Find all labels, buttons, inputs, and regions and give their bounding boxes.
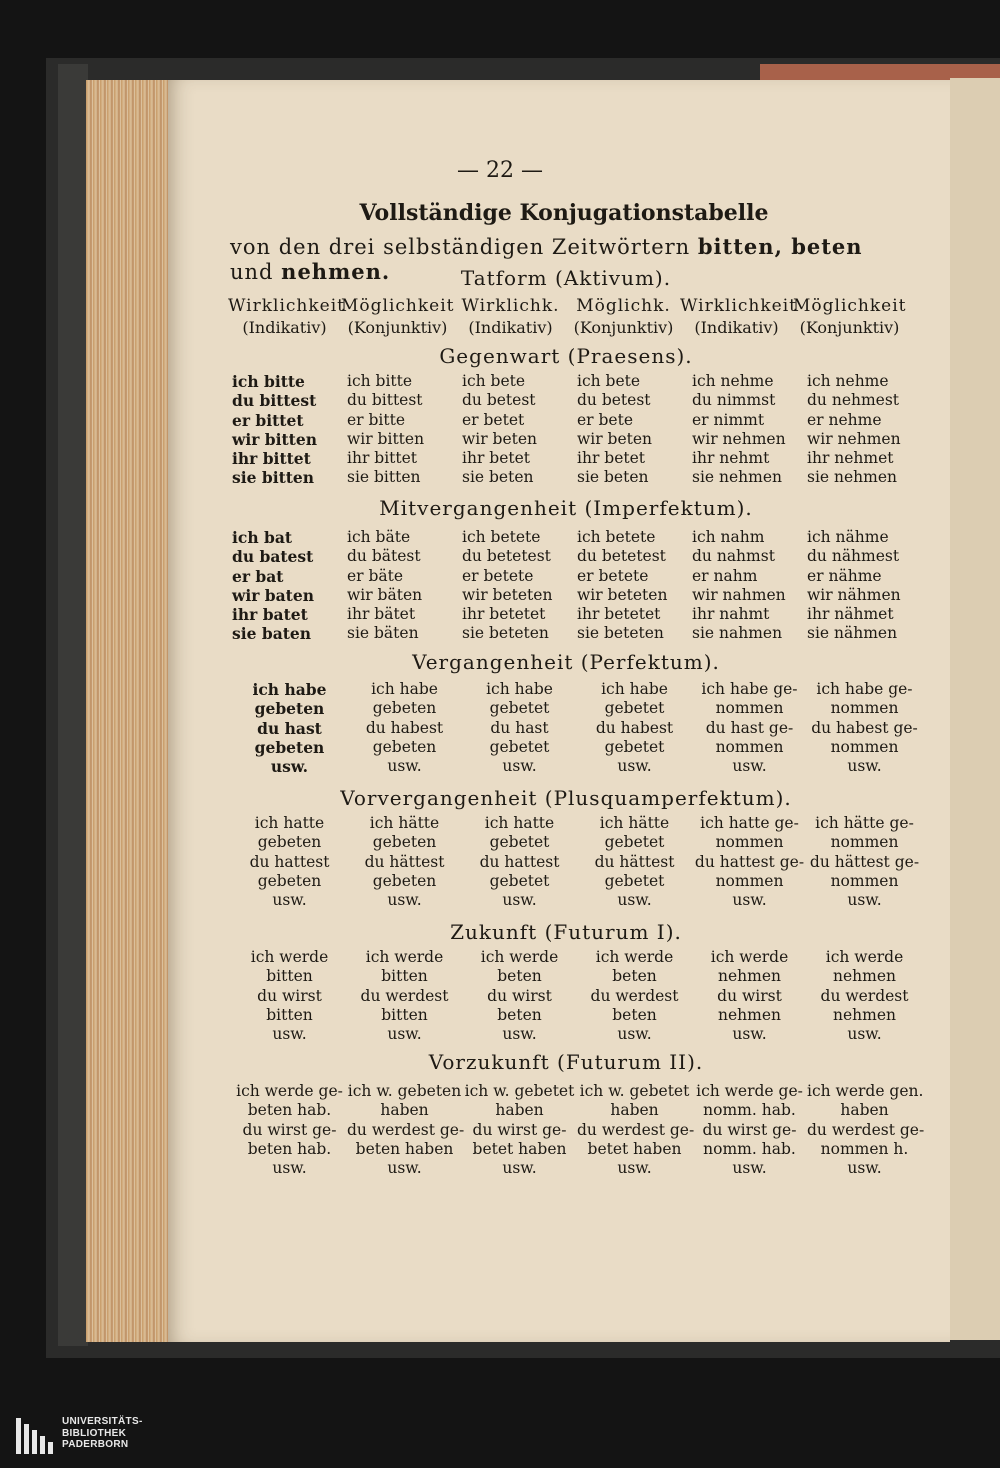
conjugation-form: du hättest <box>364 852 445 871</box>
conjugation-form: gebetet <box>604 699 665 718</box>
mood-subheader: (Konjunktiv) <box>799 318 900 337</box>
conjugation-form: er nehme <box>807 410 882 429</box>
conjugation-form: bitten <box>266 1005 313 1024</box>
conjugation-column <box>232 528 347 644</box>
conjugation-column <box>807 372 922 488</box>
conjugation-form: sie nehmen <box>807 468 898 487</box>
conjugation-form: ich bat <box>232 528 293 547</box>
conjugation-form: haben <box>840 1101 889 1120</box>
conjugation-column <box>807 1082 925 1178</box>
conjugation-form: du bittest <box>232 391 317 411</box>
conjugation-form: ich w. gebetet <box>464 1082 575 1100</box>
conjugation-form: ich werde gen. <box>807 1082 924 1100</box>
conjugation-form: ich w. gebeten <box>347 1082 462 1100</box>
conjugation-form: du nimmst <box>692 391 776 410</box>
conjugation-form: usw. <box>502 1159 537 1178</box>
conjugation-form: ich hätte <box>369 814 440 832</box>
conjugation-form: du werdest <box>590 986 679 1005</box>
conjugation-form: du wirst ge- <box>702 1120 797 1139</box>
conjugation-form: sie beteten <box>577 624 664 643</box>
conjugation-form: ich habe ge- <box>816 680 913 698</box>
conjugation-form: usw. <box>272 1159 307 1178</box>
conjugation-form: du nehmest <box>807 391 900 410</box>
conjugation-form: gebeten <box>254 699 325 719</box>
conjugation-form: du werdest <box>360 986 449 1005</box>
conjugation-form: sie beteten <box>462 624 549 643</box>
section-grid <box>232 680 922 776</box>
conjugation-form: wir beten <box>462 429 538 448</box>
conjugation-form: usw. <box>847 891 882 910</box>
conjugation-form: ihr nehmet <box>807 449 894 468</box>
conjugation-form: ihr bittet <box>232 449 311 469</box>
conjugation-form: usw. <box>387 891 422 910</box>
conjugation-form: usw. <box>617 757 652 776</box>
mood-header: Wirklichk. <box>461 296 560 316</box>
conjugation-form: ich betete <box>462 528 541 546</box>
conjugation-form: er bäte <box>347 566 404 585</box>
conjugation-form: ihr nehmt <box>692 449 770 468</box>
conjugation-form: ich hatte <box>254 814 325 832</box>
conjugation-form: nommen <box>715 871 784 890</box>
subtitle-verbs: bitten, beten <box>697 234 863 259</box>
mood-header: Möglichkeit <box>341 296 455 316</box>
conjugation-form: wir nehmen <box>692 429 786 448</box>
logo-line: BIBLIOTHEK <box>62 1427 127 1439</box>
conjugation-form: du wirst ge- <box>242 1120 337 1139</box>
conjugation-form: du wirst <box>487 986 552 1005</box>
conjugation-form: du hast <box>490 718 549 737</box>
conjugation-form: ich bitte <box>347 372 413 390</box>
conjugation-form: du bittest <box>347 391 423 410</box>
conjugation-column <box>577 528 692 644</box>
conjugation-form: ihr nahmt <box>692 605 770 624</box>
conjugation-form: usw. <box>272 891 307 910</box>
conjugation-column <box>577 680 692 776</box>
conjugation-form: er betete <box>462 566 534 585</box>
conjugation-form: haben <box>495 1101 544 1120</box>
conjugation-form: usw. <box>847 1025 882 1044</box>
conjugation-form: ich habe <box>601 680 668 698</box>
conjugation-form: ihr bätet <box>347 605 416 624</box>
mood-subheader-row <box>228 318 908 337</box>
conjugation-form: nommen <box>830 737 899 756</box>
conjugation-form: du betest <box>462 391 536 410</box>
conjugation-form: usw. <box>732 1159 767 1178</box>
conjugation-form: ich habe <box>371 680 438 698</box>
conjugation-form: ich werde ge- <box>236 1082 343 1100</box>
conjugation-form: ich bete <box>577 372 641 390</box>
conjugation-form: gebetet <box>489 699 550 718</box>
conjugation-form: du hattest <box>249 852 330 871</box>
conjugation-form: du hast <box>257 718 322 738</box>
conjugation-column <box>577 814 692 910</box>
conjugation-form: beten <box>612 967 657 986</box>
conjugation-form: sie bäten <box>347 624 419 643</box>
conjugation-form: sie beten <box>462 468 534 487</box>
section-grid <box>232 814 922 910</box>
conjugation-form: nommen <box>830 699 899 718</box>
conjugation-column <box>577 1082 695 1178</box>
conjugation-form: ich werde <box>825 948 904 966</box>
conjugation-form: du hättest ge- <box>809 852 920 871</box>
conjugation-form: ich hätte <box>599 814 670 832</box>
conjugation-column <box>807 680 922 776</box>
conjugation-column <box>347 814 462 910</box>
book-spine <box>58 64 88 1346</box>
conjugation-form: er bat <box>232 566 284 586</box>
mood-header: Möglichkeit <box>793 296 907 316</box>
conjugation-form: er nähme <box>807 566 882 585</box>
conjugation-form: beten <box>497 1005 542 1024</box>
conjugation-form: du habest <box>365 718 444 737</box>
conjugation-form: usw. <box>387 757 422 776</box>
conjugation-form: er nahm <box>692 566 758 585</box>
conjugation-form: du hättest <box>594 852 675 871</box>
conjugation-form: ich werde ge- <box>696 1082 803 1100</box>
conjugation-column <box>232 814 347 910</box>
conjugation-form: gebetet <box>489 833 550 852</box>
conjugation-form: gebetet <box>604 871 665 890</box>
subtitle-text: von den drei selbständigen Zeitwörtern <box>230 235 698 259</box>
conjugation-form: gebeten <box>257 871 322 890</box>
conjugation-form: ihr betetet <box>462 605 546 624</box>
conjugation-form: du hast ge- <box>705 718 794 737</box>
conjugation-form: beten haben <box>355 1139 454 1158</box>
conjugation-column <box>347 948 462 1044</box>
section-grid <box>232 1082 925 1178</box>
mood-header: Möglichk. <box>576 296 671 316</box>
conjugation-form: ihr bittet <box>347 449 418 468</box>
conjugation-form: nommen <box>715 833 784 852</box>
conjugation-form: ich werde <box>710 948 789 966</box>
conjugation-form: nommen <box>715 737 784 756</box>
conjugation-column <box>462 814 577 910</box>
conjugation-form: du habest ge- <box>811 718 918 737</box>
conjugation-form: er bitte <box>347 410 406 429</box>
conjugation-form: er betet <box>462 410 525 429</box>
conjugation-form: wir beteten <box>462 585 553 604</box>
conjugation-form: du werdest ge- <box>347 1120 465 1139</box>
conjugation-form: wir baten <box>232 585 314 605</box>
section-title: Vorzukunft (Futurum II). <box>428 1050 704 1074</box>
conjugation-column <box>692 680 807 776</box>
mood-subheader: (Konjunktiv) <box>347 318 448 337</box>
conjugation-column <box>347 1082 465 1178</box>
conjugation-form: nomm. hab. <box>703 1101 796 1120</box>
conjugation-form: du wirst <box>717 986 782 1005</box>
mood-header-row <box>228 296 908 316</box>
conjugation-form: nommen h. <box>820 1139 909 1158</box>
conjugation-form: ich bete <box>462 372 526 390</box>
conjugation-form: ich hatte <box>484 814 555 832</box>
logo-line: PADERBORN <box>62 1439 129 1450</box>
conjugation-form: ich betete <box>577 528 656 546</box>
conjugation-form: du nähmest <box>807 547 900 566</box>
conjugation-form: ich nehme <box>807 372 889 390</box>
conjugation-form: ich nehme <box>692 372 774 390</box>
mood-header: Wirklichkeit <box>680 296 798 316</box>
conjugation-form: gebeten <box>372 699 437 718</box>
conjugation-form: nehmen <box>833 967 896 986</box>
page-number: — 22 — <box>457 158 543 183</box>
conjugation-form: usw. <box>502 1025 537 1044</box>
conjugation-form: usw. <box>732 757 767 776</box>
mood-subheader: (Indikativ) <box>468 318 553 337</box>
mood-header: Wirklichkeit <box>228 296 346 316</box>
conjugation-column <box>577 948 692 1044</box>
conjugation-column <box>347 680 462 776</box>
conjugation-form: wir beten <box>577 429 653 448</box>
conjugation-form: betet haben <box>472 1139 567 1158</box>
conjugation-form: haben <box>610 1101 659 1120</box>
section-grid <box>232 372 922 488</box>
logo-line: UNIVERSITÄTS- <box>62 1416 143 1427</box>
conjugation-form: du nahmst <box>692 547 775 566</box>
conjugation-form: er betete <box>577 566 649 585</box>
section-grid <box>232 948 922 1044</box>
conjugation-form: sie nehmen <box>692 468 783 487</box>
conjugation-form: nommen <box>830 871 899 890</box>
conjugation-form: wir bäten <box>347 585 423 604</box>
conjugation-form: ich werde <box>480 948 559 966</box>
conjugation-form: gebeten <box>372 871 437 890</box>
conjugation-form: gebeten <box>257 833 322 852</box>
conjugation-form: usw. <box>502 757 537 776</box>
mood-subheader: (Konjunktiv) <box>573 318 674 337</box>
conjugation-form: bitten <box>381 1005 428 1024</box>
conjugation-form: ich habe <box>486 680 553 698</box>
conjugation-column <box>232 680 347 776</box>
conjugation-form: sie bitten <box>232 468 315 488</box>
conjugation-form: sie baten <box>232 624 312 644</box>
section-title: Mitvergangenheit (Imperfektum). <box>379 496 753 520</box>
conjugation-form: gebeten <box>372 737 437 756</box>
conjugation-form: bitten <box>266 967 313 986</box>
conjugation-form: du werdest <box>820 986 909 1005</box>
conjugation-form: usw. <box>387 1025 422 1044</box>
section-title: Zukunft (Futurum I). <box>450 920 682 944</box>
conjugation-form: du batest <box>232 547 314 567</box>
conjugation-form: usw. <box>617 1159 652 1178</box>
conjugation-form: bitten <box>381 967 428 986</box>
conjugation-form: sie nähmen <box>807 624 898 643</box>
conjugation-column <box>232 1082 347 1178</box>
section-title: Gegenwart (Praesens). <box>439 344 693 368</box>
conjugation-form: du hattest ge- <box>694 852 805 871</box>
conjugation-form: wir bitten <box>347 429 425 448</box>
conjugation-form: gebeten <box>254 737 325 757</box>
conjugation-form: nomm. hab. <box>703 1139 796 1158</box>
conjugation-form: ich hätte ge- <box>815 814 914 832</box>
conjugation-column <box>692 372 807 488</box>
conjugation-form: du werdest ge- <box>807 1120 925 1139</box>
conjugation-form: er bittet <box>232 410 304 430</box>
conjugation-form: usw. <box>617 891 652 910</box>
conjugation-form: ich w. gebetet <box>579 1082 690 1100</box>
conjugation-column <box>232 372 347 488</box>
conjugation-form: ich werde <box>250 948 329 966</box>
conjugation-column <box>347 372 462 488</box>
conjugation-form: du bätest <box>347 547 421 566</box>
conjugation-form: usw. <box>617 1025 652 1044</box>
form-title: Tatform (Aktivum). <box>460 266 672 290</box>
conjugation-form: du betest <box>577 391 651 410</box>
conjugation-form: nommen <box>715 699 784 718</box>
conjugation-column <box>577 372 692 488</box>
conjugation-form: usw. <box>732 1025 767 1044</box>
section-grid <box>232 528 922 644</box>
conjugation-form: ich bitte <box>232 372 305 391</box>
conjugation-form: du hattest <box>479 852 560 871</box>
conjugation-form: beten hab. <box>247 1101 332 1120</box>
conjugation-form: wir bitten <box>232 429 317 449</box>
conjugation-form: ich hatte ge- <box>700 814 799 832</box>
conjugation-column <box>692 948 807 1044</box>
conjugation-column <box>692 1082 807 1178</box>
conjugation-form: ich bäte <box>347 528 411 546</box>
conjugation-form: ich werde <box>595 948 674 966</box>
conjugation-form: usw. <box>732 891 767 910</box>
conjugation-form: ihr nähmet <box>807 605 894 624</box>
conjugation-form: beten <box>612 1005 657 1024</box>
conjugation-column <box>462 948 577 1044</box>
conjugation-form: wir nähmen <box>807 585 901 604</box>
conjugation-form: gebetet <box>489 737 550 756</box>
conjugation-form: du betetest <box>462 547 551 566</box>
conjugation-column <box>462 1082 577 1178</box>
conjugation-form: usw. <box>272 1025 307 1044</box>
conjugation-form: usw. <box>847 1159 882 1178</box>
page-title: Vollständige Konjugationstabelle <box>359 200 769 226</box>
conjugation-form: ich nähme <box>807 528 889 546</box>
conjugation-column <box>462 372 577 488</box>
conjugation-form: ich nahm <box>692 528 765 546</box>
conjugation-form: ihr betet <box>462 449 531 468</box>
conjugation-column <box>807 948 922 1044</box>
library-logo-icon <box>16 1418 56 1454</box>
subtitle-und: und <box>230 260 282 284</box>
conjugation-form: er bete <box>577 410 634 429</box>
conjugation-form: gebeten <box>372 833 437 852</box>
conjugation-form: du betetest <box>577 547 666 566</box>
conjugation-column <box>692 528 807 644</box>
mood-subheader: (Indikativ) <box>694 318 779 337</box>
conjugation-form: ihr batet <box>232 605 308 625</box>
conjugation-form: betet haben <box>587 1139 682 1158</box>
conjugation-form: er nimmt <box>692 410 765 429</box>
conjugation-form: usw. <box>387 1159 422 1178</box>
conjugation-column <box>692 814 807 910</box>
conjugation-form: ihr betet <box>577 449 646 468</box>
conjugation-form: ihr betetet <box>577 605 661 624</box>
conjugation-column <box>807 528 922 644</box>
conjugation-form: beten hab. <box>247 1139 332 1158</box>
conjugation-form: gebetet <box>604 833 665 852</box>
conjugation-form: sie bitten <box>347 468 421 487</box>
conjugation-form: usw. <box>847 757 882 776</box>
section-title: Vorvergangenheit (Plusquamperfektum). <box>340 786 792 810</box>
conjugation-column <box>462 528 577 644</box>
conjugation-form: wir nahmen <box>692 585 786 604</box>
conjugation-form: ich werde <box>365 948 444 966</box>
conjugation-form: nehmen <box>718 967 781 986</box>
conjugation-form: du habest <box>595 718 674 737</box>
conjugation-form: sie nahmen <box>692 624 783 643</box>
conjugation-form: du werdest ge- <box>577 1120 695 1139</box>
conjugation-column <box>807 814 922 910</box>
conjugation-form: nehmen <box>718 1005 781 1024</box>
conjugation-form: usw. <box>270 757 309 777</box>
conjugation-column <box>347 528 462 644</box>
conjugation-form: sie beten <box>577 468 649 487</box>
conjugation-form: gebetet <box>604 737 665 756</box>
conjugation-form: gebetet <box>489 871 550 890</box>
conjugation-column <box>232 948 347 1044</box>
conjugation-form: nommen <box>830 833 899 852</box>
conjugation-form: haben <box>380 1101 429 1120</box>
subtitle-last-verb: nehmen. <box>281 259 391 284</box>
conjugation-form: wir beteten <box>577 585 668 604</box>
mood-subheader: (Indikativ) <box>242 318 327 337</box>
library-logo-text <box>62 1416 143 1451</box>
section-title: Vergangenheit (Perfektum). <box>412 650 720 674</box>
conjugation-form: du wirst ge- <box>472 1120 567 1139</box>
conjugation-form: usw. <box>502 891 537 910</box>
conjugation-form: beten <box>497 967 542 986</box>
conjugation-form: du wirst <box>257 986 322 1005</box>
conjugation-column <box>462 680 577 776</box>
conjugation-form: nehmen <box>833 1005 896 1024</box>
conjugation-form: ich habe <box>252 680 327 699</box>
conjugation-form: ich habe ge- <box>701 680 798 698</box>
conjugation-form: wir nehmen <box>807 429 901 448</box>
